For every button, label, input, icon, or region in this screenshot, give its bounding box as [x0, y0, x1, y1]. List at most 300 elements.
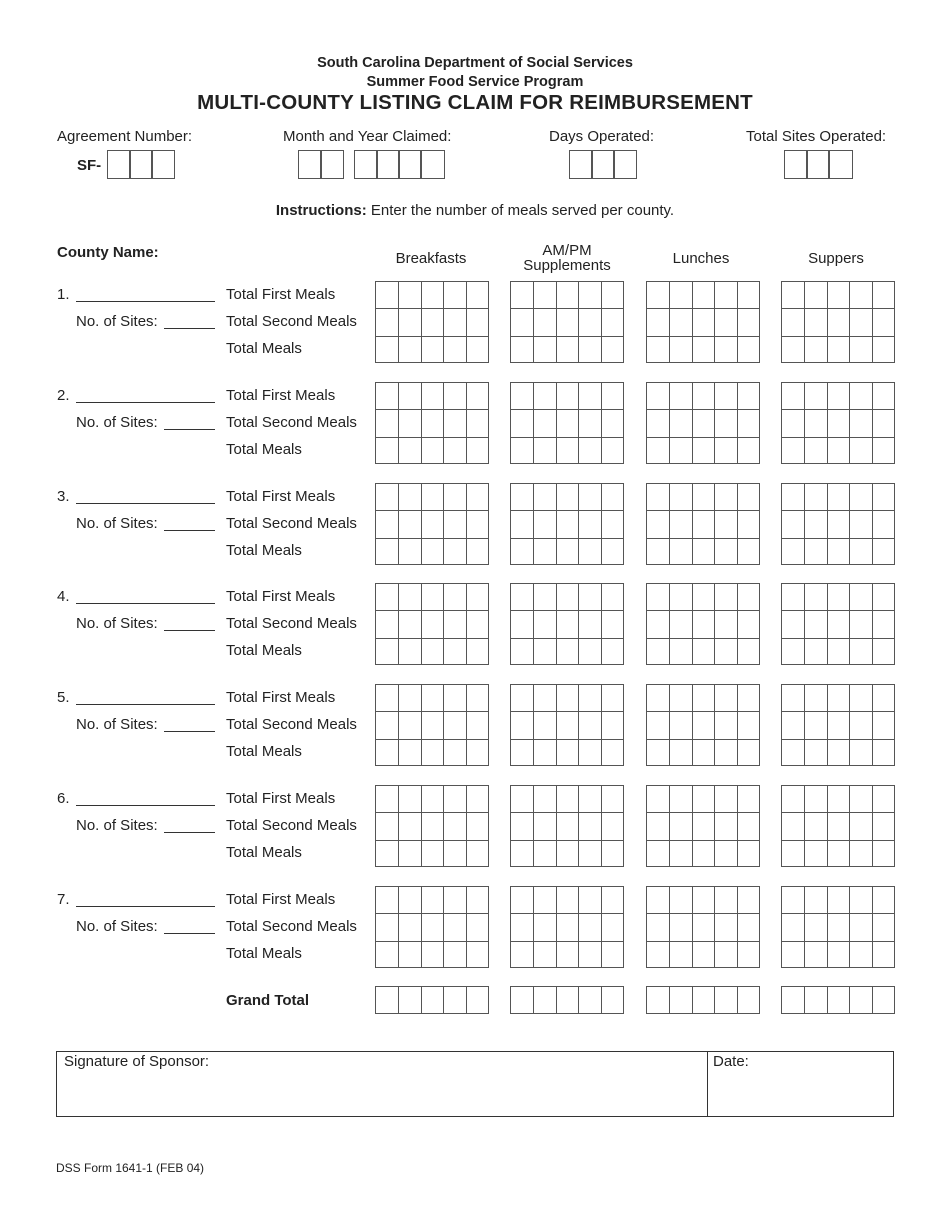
- grid-row-divider: [376, 840, 488, 841]
- grid-row-divider: [647, 711, 759, 712]
- grid-column-divider: [398, 584, 399, 664]
- total-sites-boxes[interactable]: [784, 150, 853, 179]
- total-first-meals-label: Total First Meals: [226, 689, 336, 706]
- suppers-grid[interactable]: [781, 281, 895, 363]
- grid-column-divider: [669, 584, 670, 664]
- grand-total-label: Grand Total: [226, 992, 310, 1009]
- county-name-label: County Name:: [57, 244, 159, 261]
- grid-column-divider: [443, 987, 444, 1013]
- ampm-supplements-grid[interactable]: [510, 483, 624, 565]
- suppers-grid[interactable]: [781, 382, 895, 464]
- county-name-field[interactable]: [76, 402, 215, 403]
- grid-column-divider: [398, 786, 399, 866]
- days-operated-label: Days Operated:: [549, 128, 655, 145]
- grid-row-divider: [647, 913, 759, 914]
- grid-column-divider: [398, 484, 399, 564]
- ampm-supplements-grid[interactable]: [510, 785, 624, 867]
- grid-column-divider: [714, 786, 715, 866]
- grid-column-divider: [849, 383, 850, 463]
- grid-column-divider: [827, 484, 828, 564]
- ampm-supplements-grid[interactable]: [510, 684, 624, 766]
- grid-row-divider: [376, 812, 488, 813]
- sites-field[interactable]: [164, 630, 215, 631]
- input-box[interactable]: [354, 150, 378, 179]
- grid-row-divider: [376, 638, 488, 639]
- grid-column-divider: [669, 484, 670, 564]
- grid-column-divider: [872, 786, 873, 866]
- grid-column-divider: [849, 987, 850, 1013]
- grid-row-divider: [511, 913, 623, 914]
- grid-row-divider: [511, 538, 623, 539]
- grid-column-divider: [398, 685, 399, 765]
- grid-row-divider: [511, 409, 623, 410]
- grid-column-divider: [737, 887, 738, 967]
- grid-column-divider: [714, 484, 715, 564]
- grid-column-divider: [443, 484, 444, 564]
- grid-row-divider: [782, 409, 894, 410]
- grid-column-divider: [421, 484, 422, 564]
- grid-row-divider: [647, 610, 759, 611]
- input-box[interactable]: [784, 150, 808, 179]
- grid-row-divider: [511, 739, 623, 740]
- grid-column-divider: [443, 887, 444, 967]
- grid-column-divider: [669, 685, 670, 765]
- grid-column-divider: [578, 484, 579, 564]
- sites-field[interactable]: [164, 328, 215, 329]
- grid-column-divider: [443, 383, 444, 463]
- grid-column-divider: [601, 584, 602, 664]
- lunches-grid[interactable]: [646, 281, 760, 363]
- grid-column-divider: [578, 786, 579, 866]
- grid-row-divider: [782, 711, 894, 712]
- grid-row-divider: [511, 510, 623, 511]
- total-first-meals-label: Total First Meals: [226, 891, 336, 908]
- grid-column-divider: [827, 383, 828, 463]
- grid-row-divider: [782, 840, 894, 841]
- suppers-grid[interactable]: [781, 583, 895, 665]
- input-box[interactable]: [298, 150, 322, 179]
- grid-row-divider: [511, 308, 623, 309]
- form-number: DSS Form 1641-1 (FEB 04): [56, 1161, 205, 1175]
- grid-column-divider: [804, 887, 805, 967]
- grid-row-divider: [647, 336, 759, 337]
- grid-row-divider: [511, 812, 623, 813]
- total-second-meals-label: Total Second Meals: [226, 918, 357, 935]
- grid-column-divider: [669, 383, 670, 463]
- input-box[interactable]: [107, 150, 131, 179]
- grid-column-divider: [714, 987, 715, 1013]
- grid-row-divider: [647, 941, 759, 942]
- grid-column-divider: [533, 786, 534, 866]
- total-meals-label: Total Meals: [226, 340, 302, 357]
- total-sites-label: Total Sites Operated:: [746, 128, 887, 145]
- breakfasts-grid[interactable]: [375, 382, 489, 464]
- grid-row-divider: [782, 913, 894, 914]
- grid-column-divider: [737, 484, 738, 564]
- county-number: 7.: [57, 891, 70, 908]
- grid-column-divider: [398, 383, 399, 463]
- grid-column-divider: [737, 282, 738, 362]
- grid-row-divider: [782, 437, 894, 438]
- grid-column-divider: [466, 887, 467, 967]
- input-box[interactable]: [398, 150, 422, 179]
- grid-column-divider: [692, 484, 693, 564]
- input-box[interactable]: [569, 150, 593, 179]
- grand-total-breakfasts-grid[interactable]: [375, 986, 489, 1014]
- total-first-meals-label: Total First Meals: [226, 387, 336, 404]
- grid-column-divider: [872, 887, 873, 967]
- program-name: Summer Food Service Program: [366, 74, 584, 90]
- total-first-meals-label: Total First Meals: [226, 488, 336, 505]
- total-meals-label: Total Meals: [226, 542, 302, 559]
- grid-row-divider: [647, 739, 759, 740]
- sites-label: No. of Sites:: [76, 313, 158, 330]
- grid-column-divider: [601, 987, 602, 1013]
- grid-column-divider: [714, 383, 715, 463]
- grid-row-divider: [376, 610, 488, 611]
- instructions-heading: Instructions:: [275, 202, 367, 219]
- column-supplements: Supplements: [523, 257, 611, 274]
- grid-column-divider: [443, 282, 444, 362]
- ampm-supplements-grid[interactable]: [510, 886, 624, 968]
- grid-column-divider: [849, 484, 850, 564]
- grid-row-divider: [647, 840, 759, 841]
- grid-row-divider: [647, 409, 759, 410]
- grid-column-divider: [578, 282, 579, 362]
- sites-label: No. of Sites:: [76, 414, 158, 431]
- grid-column-divider: [466, 484, 467, 564]
- lunches-grid[interactable]: [646, 886, 760, 968]
- agreement-number-label: Agreement Number:: [57, 128, 193, 145]
- total-second-meals-label: Total Second Meals: [226, 817, 357, 834]
- total-meals-label: Total Meals: [226, 844, 302, 861]
- suppers-grid[interactable]: [781, 886, 895, 968]
- grid-row-divider: [782, 510, 894, 511]
- grid-column-divider: [421, 584, 422, 664]
- grid-column-divider: [804, 584, 805, 664]
- grid-column-divider: [556, 685, 557, 765]
- grid-column-divider: [443, 584, 444, 664]
- grid-column-divider: [601, 282, 602, 362]
- county-number: 3.: [57, 488, 70, 505]
- grid-row-divider: [376, 941, 488, 942]
- lunches-grid[interactable]: [646, 583, 760, 665]
- county-name-field[interactable]: [76, 805, 215, 806]
- input-box[interactable]: [828, 150, 853, 179]
- grid-column-divider: [714, 584, 715, 664]
- agreement-prefix: SF-: [77, 157, 102, 174]
- input-box[interactable]: [151, 150, 175, 179]
- grid-column-divider: [692, 987, 693, 1013]
- grid-column-divider: [578, 685, 579, 765]
- signature-sponsor-label: Signature of Sponsor:: [64, 1053, 210, 1070]
- lunches-grid[interactable]: [646, 382, 760, 464]
- grid-column-divider: [872, 383, 873, 463]
- input-box[interactable]: [613, 150, 637, 179]
- breakfasts-grid[interactable]: [375, 886, 489, 968]
- grid-column-divider: [669, 887, 670, 967]
- grid-column-divider: [466, 584, 467, 664]
- agreement-number-boxes[interactable]: [107, 150, 175, 179]
- grid-column-divider: [601, 383, 602, 463]
- county-number: 1.: [57, 286, 70, 303]
- grid-row-divider: [376, 437, 488, 438]
- grid-column-divider: [398, 887, 399, 967]
- sites-label: No. of Sites:: [76, 918, 158, 935]
- grid-column-divider: [872, 685, 873, 765]
- grid-column-divider: [804, 282, 805, 362]
- signature-divider: [707, 1051, 708, 1117]
- grid-row-divider: [782, 638, 894, 639]
- total-meals-label: Total Meals: [226, 642, 302, 659]
- grid-column-divider: [601, 887, 602, 967]
- grid-column-divider: [692, 786, 693, 866]
- grid-row-divider: [511, 840, 623, 841]
- sites-label: No. of Sites:: [76, 817, 158, 834]
- grid-column-divider: [827, 584, 828, 664]
- grid-column-divider: [533, 685, 534, 765]
- grid-column-divider: [466, 383, 467, 463]
- breakfasts-grid[interactable]: [375, 785, 489, 867]
- grid-row-divider: [376, 739, 488, 740]
- grid-column-divider: [692, 383, 693, 463]
- grid-row-divider: [647, 538, 759, 539]
- total-first-meals-label: Total First Meals: [226, 588, 336, 605]
- form-title: MULTI-COUNTY LISTING CLAIM FOR REIMBURSEMENT: [197, 91, 753, 114]
- county-name-field[interactable]: [76, 503, 215, 504]
- ampm-supplements-grid[interactable]: [510, 583, 624, 665]
- breakfasts-grid[interactable]: [375, 483, 489, 565]
- grid-column-divider: [421, 786, 422, 866]
- grid-column-divider: [737, 987, 738, 1013]
- grid-column-divider: [849, 685, 850, 765]
- lunches-grid[interactable]: [646, 483, 760, 565]
- grid-column-divider: [714, 887, 715, 967]
- breakfasts-grid[interactable]: [375, 281, 489, 363]
- breakfasts-grid[interactable]: [375, 583, 489, 665]
- county-name-field[interactable]: [76, 301, 215, 302]
- grid-column-divider: [421, 685, 422, 765]
- grid-row-divider: [376, 913, 488, 914]
- grid-row-divider: [511, 941, 623, 942]
- grid-column-divider: [398, 987, 399, 1013]
- grid-row-divider: [376, 510, 488, 511]
- grid-row-divider: [647, 812, 759, 813]
- total-second-meals-label: Total Second Meals: [226, 313, 357, 330]
- column-ampm: AM/PM: [542, 242, 592, 259]
- total-first-meals-label: Total First Meals: [226, 790, 336, 807]
- instructions-text: Enter the number of meals served per county.: [366, 202, 675, 219]
- grid-column-divider: [849, 786, 850, 866]
- grid-column-divider: [578, 987, 579, 1013]
- total-meals-label: Total Meals: [226, 945, 302, 962]
- grid-row-divider: [647, 510, 759, 511]
- grid-row-divider: [376, 711, 488, 712]
- breakfasts-grid[interactable]: [375, 684, 489, 766]
- grid-column-divider: [872, 282, 873, 362]
- month-year-boxes[interactable]: [298, 150, 445, 179]
- grid-row-divider: [782, 610, 894, 611]
- input-box[interactable]: [129, 150, 153, 179]
- grid-column-divider: [533, 484, 534, 564]
- ampm-supplements-grid[interactable]: [510, 281, 624, 363]
- county-name-field[interactable]: [76, 603, 215, 604]
- county-number: 4.: [57, 588, 70, 605]
- sites-label: No. of Sites:: [76, 716, 158, 733]
- grid-column-divider: [849, 282, 850, 362]
- lunches-grid[interactable]: [646, 785, 760, 867]
- county-number: 5.: [57, 689, 70, 706]
- grid-column-divider: [669, 282, 670, 362]
- grid-column-divider: [872, 484, 873, 564]
- grid-column-divider: [737, 786, 738, 866]
- sites-field[interactable]: [164, 731, 215, 732]
- total-meals-label: Total Meals: [226, 743, 302, 760]
- grid-column-divider: [466, 786, 467, 866]
- total-meals-label: Total Meals: [226, 441, 302, 458]
- grid-row-divider: [511, 336, 623, 337]
- grid-column-divider: [533, 383, 534, 463]
- grid-column-divider: [556, 887, 557, 967]
- grid-column-divider: [443, 786, 444, 866]
- grid-row-divider: [376, 538, 488, 539]
- grid-row-divider: [511, 610, 623, 611]
- grid-column-divider: [466, 685, 467, 765]
- month-year-label: Month and Year Claimed:: [283, 128, 452, 145]
- grid-column-divider: [849, 584, 850, 664]
- grid-column-divider: [601, 484, 602, 564]
- grid-column-divider: [533, 987, 534, 1013]
- grid-column-divider: [692, 584, 693, 664]
- grid-column-divider: [714, 685, 715, 765]
- grid-column-divider: [556, 584, 557, 664]
- grid-column-divider: [601, 786, 602, 866]
- grid-row-divider: [376, 308, 488, 309]
- suppers-grid[interactable]: [781, 785, 895, 867]
- grid-column-divider: [827, 887, 828, 967]
- input-box[interactable]: [806, 150, 830, 179]
- total-first-meals-label: Total First Meals: [226, 286, 336, 303]
- grid-column-divider: [533, 887, 534, 967]
- grid-column-divider: [669, 786, 670, 866]
- grid-row-divider: [782, 308, 894, 309]
- grand-total-lunches-grid[interactable]: [646, 986, 760, 1014]
- grid-row-divider: [511, 711, 623, 712]
- grid-row-divider: [511, 437, 623, 438]
- total-second-meals-label: Total Second Meals: [226, 615, 357, 632]
- grid-column-divider: [533, 584, 534, 664]
- grid-column-divider: [533, 282, 534, 362]
- suppers-grid[interactable]: [781, 684, 895, 766]
- grid-column-divider: [578, 887, 579, 967]
- grid-row-divider: [782, 812, 894, 813]
- grid-column-divider: [466, 282, 467, 362]
- grid-column-divider: [669, 987, 670, 1013]
- sites-field[interactable]: [164, 832, 215, 833]
- total-second-meals-label: Total Second Meals: [226, 414, 357, 431]
- grid-column-divider: [556, 786, 557, 866]
- grid-column-divider: [827, 987, 828, 1013]
- total-second-meals-label: Total Second Meals: [226, 716, 357, 733]
- grid-column-divider: [827, 685, 828, 765]
- grid-column-divider: [578, 584, 579, 664]
- grid-column-divider: [872, 987, 873, 1013]
- county-number: 6.: [57, 790, 70, 807]
- grid-column-divider: [421, 383, 422, 463]
- grid-column-divider: [827, 282, 828, 362]
- grid-row-divider: [782, 739, 894, 740]
- grid-column-divider: [872, 584, 873, 664]
- grid-row-divider: [782, 941, 894, 942]
- sites-field[interactable]: [164, 429, 215, 430]
- input-box[interactable]: [376, 150, 400, 179]
- sites-label: No. of Sites:: [76, 515, 158, 532]
- instructions: [0, 202, 950, 219]
- suppers-grid[interactable]: [781, 483, 895, 565]
- grid-row-divider: [376, 336, 488, 337]
- grid-column-divider: [601, 685, 602, 765]
- grid-column-divider: [578, 383, 579, 463]
- grid-column-divider: [421, 887, 422, 967]
- input-box[interactable]: [420, 150, 445, 179]
- grand-total-suppers-grid[interactable]: [781, 986, 895, 1014]
- ampm-supplements-grid[interactable]: [510, 382, 624, 464]
- input-box[interactable]: [591, 150, 615, 179]
- grid-column-divider: [398, 282, 399, 362]
- grid-column-divider: [804, 987, 805, 1013]
- sites-field[interactable]: [164, 530, 215, 531]
- lunches-grid[interactable]: [646, 684, 760, 766]
- county-name-field[interactable]: [76, 906, 215, 907]
- grand-total-ampm-supplements-grid[interactable]: [510, 986, 624, 1014]
- grid-column-divider: [556, 282, 557, 362]
- grid-row-divider: [782, 336, 894, 337]
- grid-column-divider: [556, 987, 557, 1013]
- department-name: South Carolina Department of Social Services: [317, 55, 633, 71]
- column-lunches: Lunches: [672, 250, 730, 267]
- grid-column-divider: [692, 685, 693, 765]
- column-breakfasts: Breakfasts: [395, 250, 467, 267]
- grid-column-divider: [804, 685, 805, 765]
- grid-row-divider: [782, 538, 894, 539]
- grid-column-divider: [737, 685, 738, 765]
- input-box[interactable]: [320, 150, 344, 179]
- column-suppers: Suppers: [808, 250, 864, 267]
- grid-column-divider: [421, 282, 422, 362]
- grid-column-divider: [804, 484, 805, 564]
- sites-field[interactable]: [164, 933, 215, 934]
- grid-column-divider: [556, 383, 557, 463]
- grid-row-divider: [376, 409, 488, 410]
- grid-row-divider: [511, 638, 623, 639]
- grid-row-divider: [647, 638, 759, 639]
- days-operated-boxes[interactable]: [569, 150, 637, 179]
- grid-column-divider: [849, 887, 850, 967]
- grid-column-divider: [692, 887, 693, 967]
- grid-column-divider: [443, 685, 444, 765]
- grid-column-divider: [466, 987, 467, 1013]
- grid-column-divider: [692, 282, 693, 362]
- grid-column-divider: [737, 383, 738, 463]
- county-name-field[interactable]: [76, 704, 215, 705]
- grid-column-divider: [556, 484, 557, 564]
- grid-row-divider: [647, 437, 759, 438]
- grid-column-divider: [737, 584, 738, 664]
- grid-column-divider: [714, 282, 715, 362]
- grid-column-divider: [421, 987, 422, 1013]
- grid-column-divider: [804, 786, 805, 866]
- total-second-meals-label: Total Second Meals: [226, 515, 357, 532]
